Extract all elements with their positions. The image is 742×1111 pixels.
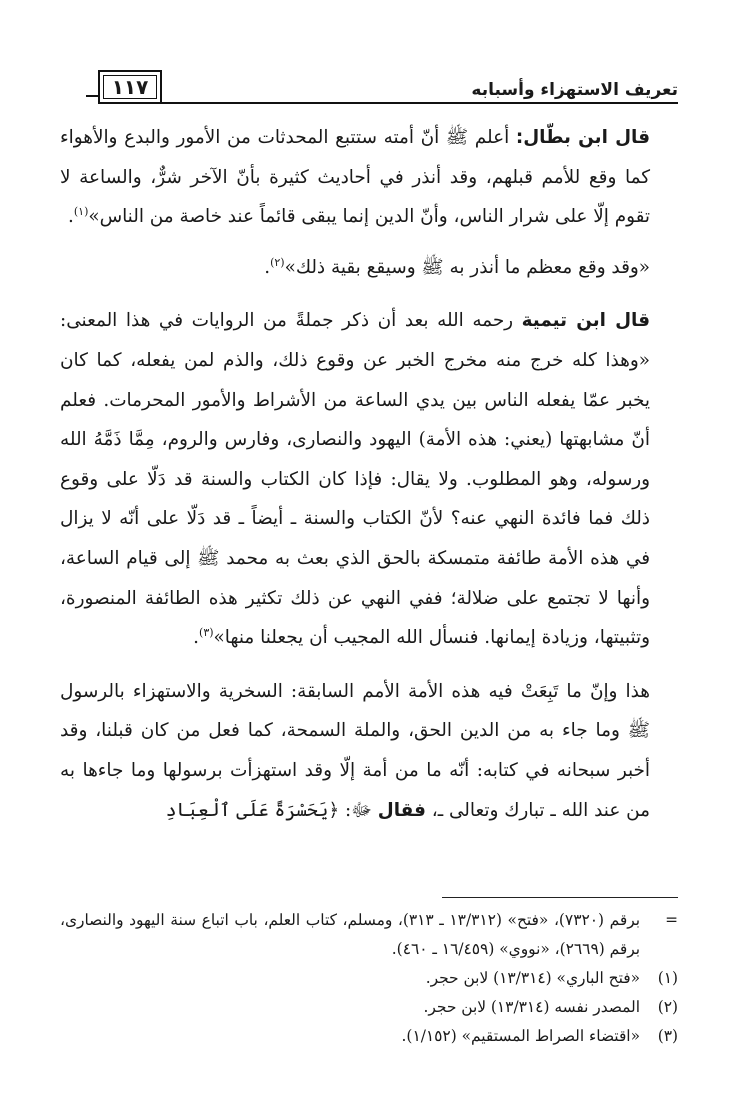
header-rule-tick (86, 95, 98, 97)
paragraph-text: هذا وإنّ ما تَبِعَتْ فيه هذه الأمة الأمم السابقة: السخرية والاستهزاء بالرسول ﷺ وما جاء به من الدين الحق، والملة السمحة، كما فعل من كان قبلنا، وقد أخبر سبحانه في كتابه: أنّه ما من أمة إلّا وقد استهزأت برسولها وما جاءها به من عند الله ـ تبارك وتعالى ـ، (60, 680, 650, 821)
footnote-ref-2[interactable]: (٢) (270, 255, 285, 269)
footnote-mark: = (665, 911, 678, 929)
footnote-ref-3[interactable]: (٣) (199, 626, 214, 639)
footnote-text: «اقتضاء الصراط المستقيم» (١/١٥٢). (401, 1027, 640, 1045)
footnote-2 (60, 993, 678, 1022)
footnote-mark: (٣) (657, 1027, 678, 1045)
footnote-text: برقم (٧٣٢٠)، «فتح» (١٣/٣١٢ ـ ٣١٣)، ومسلم، كتاب العلم، باب اتباع سنة اليهود والنصارى، برقم (٢٦٦٩)، «نووي» (١٦/٤٥٩ ـ ٤٦٠). (60, 911, 640, 958)
header-rule (98, 102, 678, 104)
footnote-text: المصدر نفسه (١٣/٣١٤) لابن حجر. (423, 998, 640, 1016)
punctuation: . (68, 206, 74, 228)
quote-intro: فقال (377, 799, 426, 821)
footnotes (60, 906, 678, 1051)
page-number: ١١٧ (98, 70, 162, 104)
footnote-mark: (١) (657, 969, 678, 987)
footnote-1 (60, 964, 678, 993)
running-header-title: تعريف الاستهزاء وأسبابه (471, 80, 678, 100)
footnote-text: «فتح الباري» (١٣/٣١٤) لابن حجر. (425, 969, 640, 987)
paragraph-mockery (60, 672, 678, 830)
footnote-3 (60, 1022, 678, 1051)
paragraph-ibn-taymiyya (60, 301, 678, 657)
main-text (60, 118, 678, 830)
paragraph-text: رحمه الله بعد أن ذكر جملةً من الروايات في هذا المعنى: «وهذا كله خرج منه مخرج الخبر عن وقوع ذلك، والذم لمن يفعله، كما كان يخبر عمّا يفعله الناس بين يدي الساعة من الأشراط والأمور المحرمات. فعلم أنّ مشابهتها (يعني: هذه الأمة) اليهود والنصارى، وفارس والروم، مِمَّا ذَمَّهُ الله ورسوله، وهو المطلوب. ولا يقال: فإذا كان الكتاب والسنة قد دَلّا على وقوع ذلك فما فائدة النهي عنه؟ لأنّ الكتاب والسنة ـ أيضاً ـ قد دَلّا على أنّه لا يزال في هذه الأمة طائفة متمسكة بالحق الذي بعث به محمد ﷺ إلى قيام الساعة، وأنها لا تجتمع على ضلالة؛ ففي النهي عن ذلك تكثير هذه الطائفة المنصورة، وتثبيتها، وزيادة إيمانها. فنسأل الله المجيب أن يجعلنا منها» (60, 310, 650, 649)
quran-verse: ﷻ: ﴿يَحَسْرَةً عَلَى ٱلْعِبَادِ (165, 799, 372, 821)
paragraph-quote (60, 248, 678, 288)
footnote-separator (442, 897, 678, 898)
footnote-ref-1[interactable]: (١) (73, 205, 89, 219)
footnote-continuation (60, 906, 678, 964)
footnote-mark: (٢) (657, 998, 678, 1016)
speaker-name: قال ابن بطّال: (515, 127, 650, 148)
punctuation: . (264, 256, 271, 278)
punctuation: . (193, 627, 200, 649)
paragraph-text: أعلم ﷺ أنّ أمته ستتبع المحدثات من الأمور والبدع والأهواء كما وقع للأمم قبلهم، وقد أنذر في أحاديث كثيرة بأنّ الآخر شرٌّ، والساعة لا تقوم إلّا على شرار الناس، وأنّ الدين إنما يبقى قائماً عند خاصة من الناس» (60, 127, 650, 228)
paragraph-text: «وقد وقع معظم ما أنذر به ﷺ وسيقع بقية ذلك» (284, 256, 650, 278)
speaker-name: قال ابن تيمية (521, 310, 650, 332)
paragraph-ibn-battal (60, 118, 678, 237)
